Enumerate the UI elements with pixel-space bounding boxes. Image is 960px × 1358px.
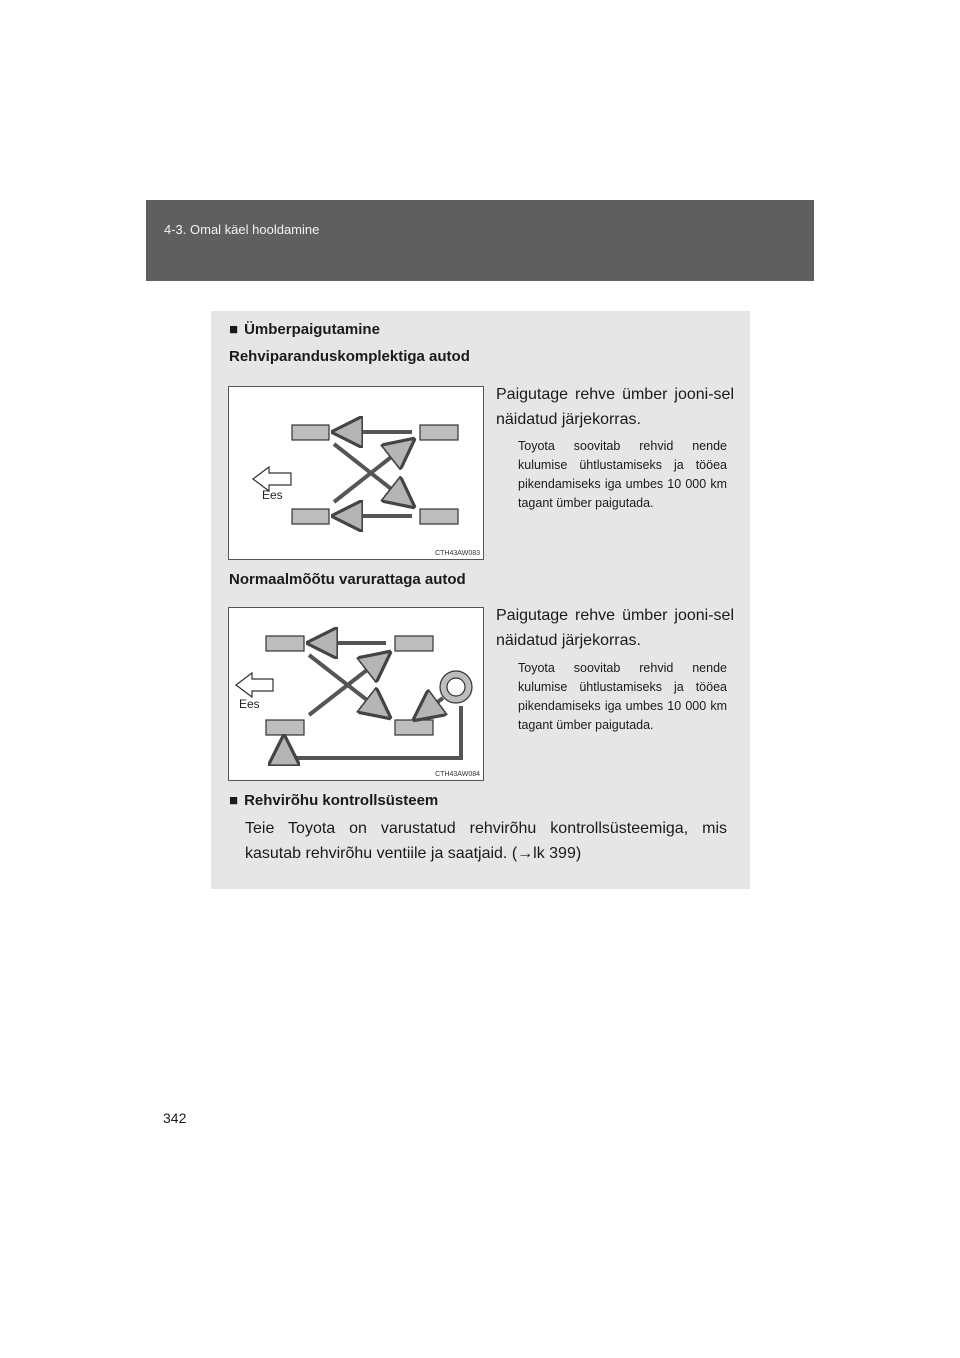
rotation-diagram-a-graphic bbox=[229, 387, 485, 561]
note-text-a: Toyota soovitab rehvid nende kulumise ühtlustamiseks ja tööea pikendamiseks iga umbes 10 000 km tagant ümber paigutada. bbox=[518, 439, 727, 510]
section-heading-rotation bbox=[229, 321, 380, 338]
front-direction-arrow-icon bbox=[236, 673, 273, 697]
rotation-diagram-repair-kit bbox=[228, 386, 484, 560]
figure-code: CTH43AW083 bbox=[435, 550, 480, 557]
rotation-diagram-b-graphic bbox=[229, 608, 485, 782]
section-header-band bbox=[146, 200, 814, 281]
section-heading-tpms bbox=[229, 792, 438, 809]
section-heading-text: Rehvirõhu kontrollsüsteem bbox=[244, 792, 439, 809]
section-title: 4-3. Omal käel hooldamine bbox=[164, 222, 320, 237]
tire-front-left bbox=[266, 636, 304, 651]
subheading-spare-wheel: Normaalmõõtu varurattaga autod bbox=[229, 571, 466, 588]
tire-rear-right bbox=[395, 720, 433, 735]
note-text-b: Toyota soovitab rehvid nende kulumise ühtlustamiseks ja tööea pikendamiseks iga umbes 10 000 km tagant ümber paigutada. bbox=[518, 661, 727, 732]
tire-rear-right bbox=[420, 509, 458, 524]
tire-rear-left bbox=[420, 425, 458, 440]
tire-front-right bbox=[292, 509, 329, 524]
page-number: 342 bbox=[163, 1110, 187, 1126]
tire-front-left bbox=[292, 425, 329, 440]
front-label: Ees bbox=[239, 697, 260, 711]
tire-front-right bbox=[266, 720, 304, 735]
figure-code: CTH43AW084 bbox=[435, 771, 480, 778]
square-bullet-icon: ■ bbox=[229, 321, 239, 338]
instruction-text-b: Paigutage rehve ümber jooni-sel näidatud järjekorras. bbox=[496, 607, 734, 649]
front-label: Ees bbox=[262, 488, 283, 502]
arrow-spare-to-rear bbox=[419, 698, 443, 716]
tpms-description: Teie Toyota on varustatud rehvirõhu kontrollsüsteemiga, mis kasutab rehvirõhu ventiile ja saatjaid. (→lk 399) bbox=[245, 820, 727, 862]
section-heading-text: Ümberpaigutamine bbox=[244, 321, 380, 338]
spare-tire-hub bbox=[447, 678, 465, 696]
tire-rear-left bbox=[395, 636, 433, 651]
square-bullet-icon: ■ bbox=[229, 792, 239, 809]
subheading-repair-kit: Rehviparanduskomplektiga autod bbox=[229, 348, 470, 365]
instruction-text-a: Paigutage rehve ümber jooni-sel näidatud järjekorras. bbox=[496, 386, 734, 428]
rotation-diagram-spare-wheel bbox=[228, 607, 484, 781]
